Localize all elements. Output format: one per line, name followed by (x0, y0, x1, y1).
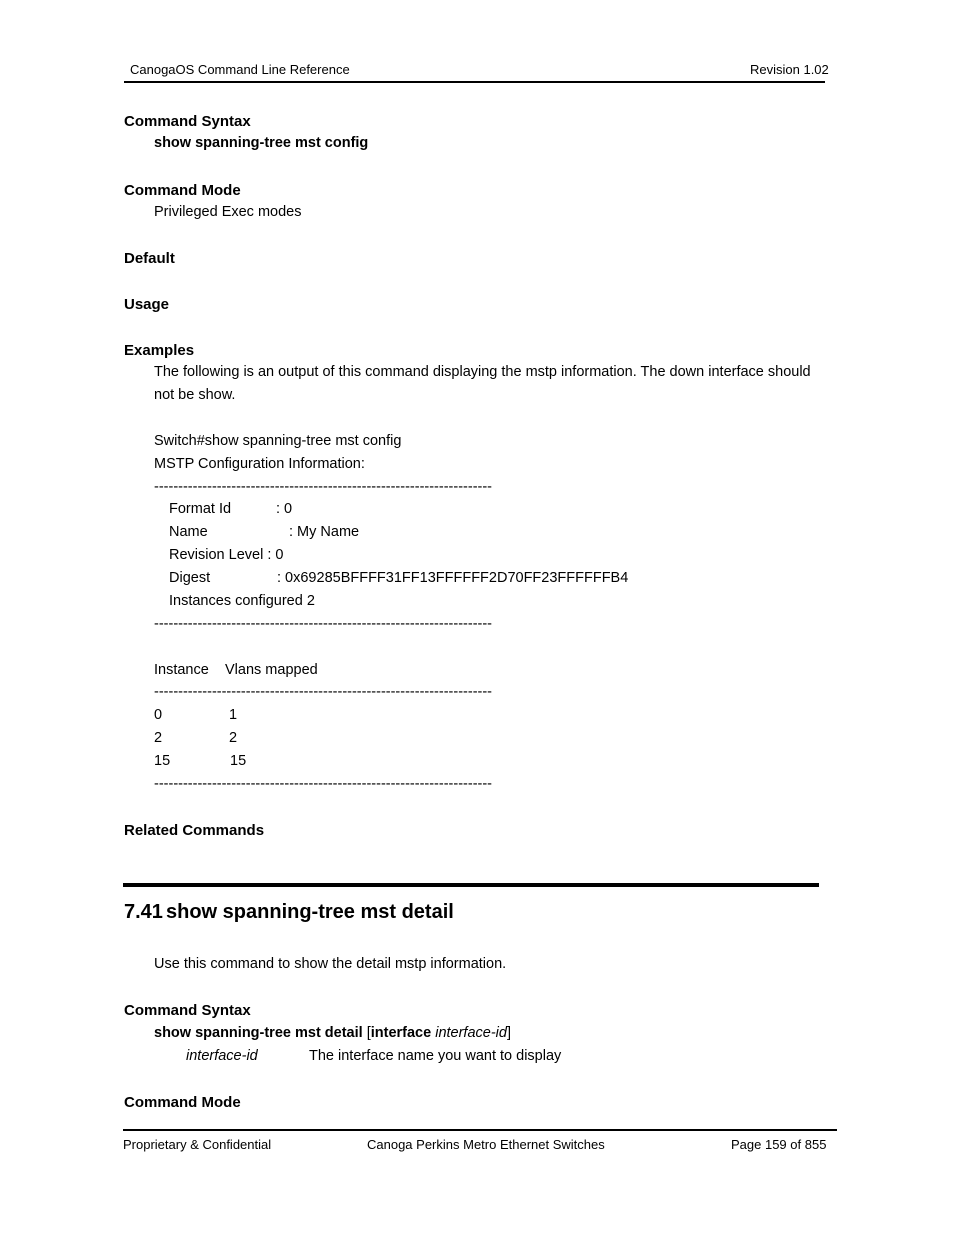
cli-col-instance: Instance (154, 662, 209, 678)
command-mode-heading: Command Mode (124, 1094, 241, 1111)
cli-row-instance: 0 (154, 707, 163, 723)
examples-heading: Examples (124, 342, 195, 359)
footer-page-number: Page 159 of 855 (731, 1137, 827, 1152)
section-title: show spanning-tree mst detail (166, 901, 454, 923)
cli-row-vlans: 1 (229, 707, 238, 723)
usage-heading: Usage (124, 296, 170, 313)
cli-separator: ---------------------------------------------------------------------- (154, 776, 493, 792)
syntax-keyword: interface (370, 1025, 432, 1041)
cli-row-instance: 2 (154, 730, 163, 746)
cli-separator: ---------------------------------------------------------------------- (154, 479, 493, 495)
footer-confidential: Proprietary & Confidential (123, 1137, 272, 1152)
section-number: 7.41 (124, 901, 163, 923)
cli-prompt: Switch#show spanning-tree mst config (154, 433, 402, 449)
command-mode: Privileged Exec modes (154, 204, 302, 220)
cli-name-label: Name (169, 524, 208, 540)
section-rule (123, 883, 819, 887)
syntax-parameter: interface-id (435, 1025, 507, 1041)
cli-title: MSTP Configuration Information: (154, 456, 365, 472)
cli-instances-configured: Instances configured 2 (169, 593, 315, 609)
default-heading: Default (124, 250, 175, 267)
syntax-command: show spanning-tree mst detail (154, 1025, 363, 1041)
syntax-bracket-open: [ (362, 1025, 371, 1041)
related-commands-heading: Related Commands (124, 822, 265, 839)
footer-rule (123, 1129, 837, 1131)
header-title: CanogaOS Command Line Reference (130, 62, 350, 77)
footer-product: Canoga Perkins Metro Ethernet Switches (367, 1137, 605, 1152)
command-syntax-heading: Command Syntax (124, 113, 251, 130)
command-syntax-heading: Command Syntax (124, 1002, 251, 1019)
cli-row-vlans: 15 (230, 753, 247, 769)
command-mode-heading: Command Mode (124, 182, 241, 199)
cli-separator: ---------------------------------------------------------------------- (154, 616, 493, 632)
header-rule (124, 81, 825, 83)
cli-digest-label: Digest (169, 570, 211, 586)
cli-name-value: : My Name (289, 524, 360, 540)
cli-row-vlans: 2 (229, 730, 238, 746)
param-name: interface-id (186, 1048, 258, 1064)
cli-row-instance: 15 (154, 753, 171, 769)
cli-separator: ---------------------------------------------------------------------- (154, 684, 493, 700)
cli-col-vlans: Vlans mapped (225, 662, 318, 678)
syntax-bracket-close: ] (506, 1025, 511, 1041)
section-intro: Use this command to show the detail mstp information. (154, 956, 507, 972)
command-syntax: show spanning-tree mst config (154, 135, 369, 151)
examples-text-line1: The following is an output of this command displaying the mstp information. The down interface should (154, 364, 811, 380)
cli-format-id-label: Format Id (169, 501, 232, 517)
param-description: The interface name you want to display (309, 1048, 562, 1064)
cli-digest-value: : 0x69285BFFFF31FF13FFFFFF2D70FF23FFFFFFB4 (277, 570, 629, 586)
examples-text-line2: not be show. (154, 387, 236, 403)
cli-revision-level: Revision Level : 0 (169, 547, 284, 563)
cli-format-id-value: : 0 (276, 501, 293, 517)
header-revision: Revision 1.02 (750, 62, 829, 77)
command-syntax (154, 1025, 511, 1042)
